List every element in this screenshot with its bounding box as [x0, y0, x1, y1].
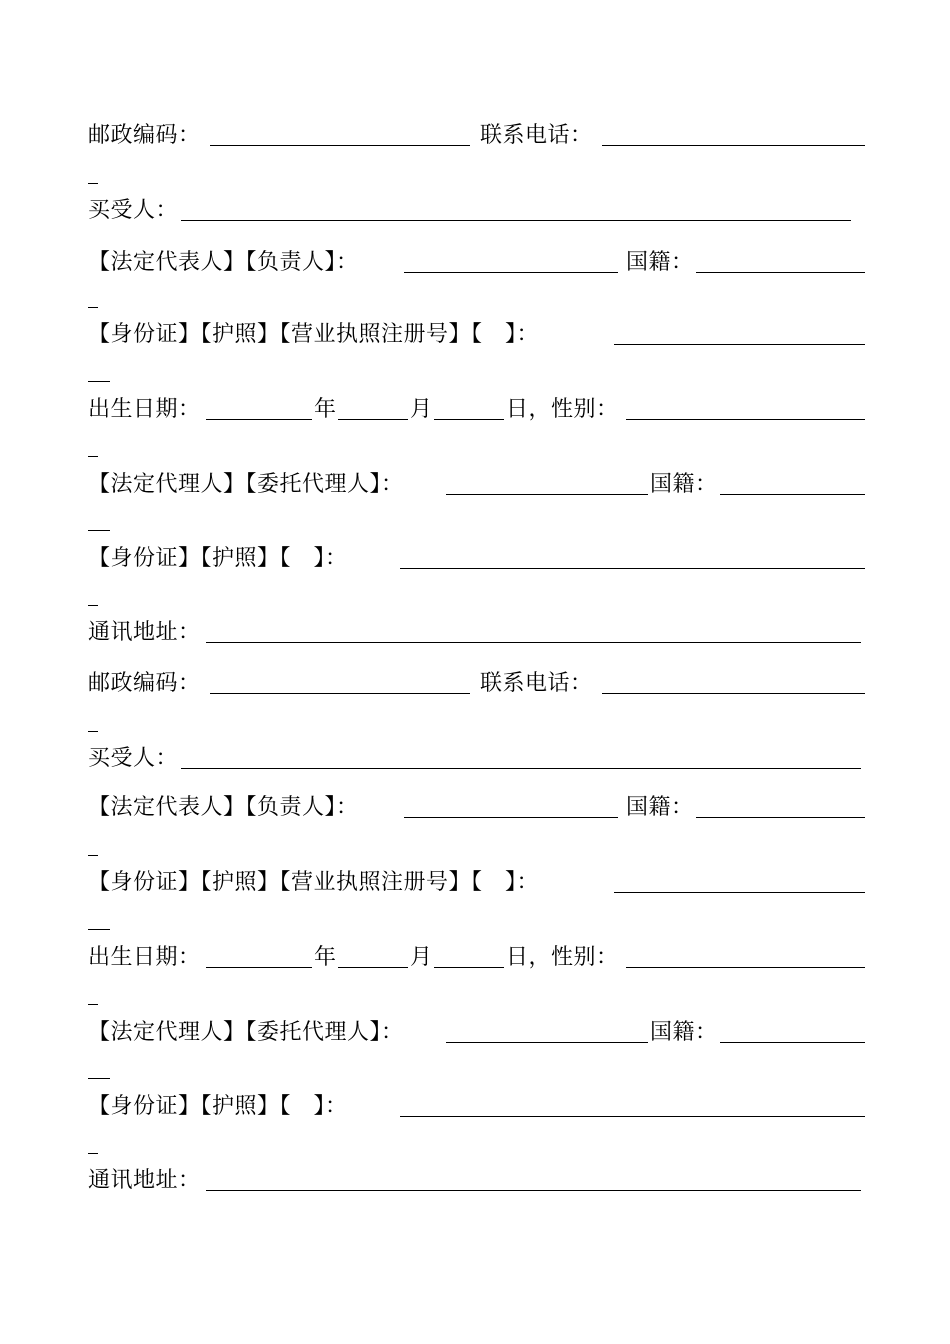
birth-label: 出生日期： [88, 945, 201, 970]
id-label: 【身份证】【护照】【营业执照注册号】【 】： [88, 870, 540, 895]
nationality-label: 国籍： [626, 250, 694, 275]
postcode-field[interactable] [210, 693, 470, 694]
birth-month-field[interactable] [338, 419, 408, 420]
representative-field[interactable] [404, 817, 618, 818]
phone-field[interactable] [602, 145, 865, 146]
agent-field[interactable] [446, 1042, 648, 1043]
address-label: 通讯地址： [88, 620, 201, 645]
phone-field[interactable] [602, 693, 865, 694]
agent-label: 【法定代理人】【委托代理人】： [88, 1020, 404, 1045]
wrap-underline [88, 1004, 98, 1005]
agent-nationality-label: 国籍： [650, 472, 718, 497]
wrap-underline [88, 1078, 110, 1079]
day-gender-label: 日，性别： [506, 945, 619, 970]
nationality-label: 国籍： [626, 795, 694, 820]
address-field[interactable] [206, 642, 861, 643]
postcode-label: 邮政编码： [88, 123, 201, 148]
wrap-underline [88, 381, 110, 382]
agent-id-field[interactable] [400, 568, 865, 569]
id-field[interactable] [614, 892, 865, 893]
representative-label: 【法定代表人】【负责人】： [88, 250, 359, 275]
agent-nationality-field[interactable] [720, 1042, 865, 1043]
postcode-field[interactable] [210, 145, 470, 146]
nationality-field[interactable] [696, 272, 865, 273]
buyer-label: 买受人： [88, 746, 179, 771]
month-label: 月 [410, 945, 433, 970]
representative-label: 【法定代表人】【负责人】： [88, 795, 359, 820]
address-field[interactable] [206, 1190, 861, 1191]
id-label: 【身份证】【护照】【营业执照注册号】【 】： [88, 322, 540, 347]
address-label: 通讯地址： [88, 1168, 201, 1193]
phone-label: 联系电话： [480, 671, 593, 696]
buyer-label: 买受人： [88, 198, 179, 223]
birth-day-field[interactable] [434, 967, 504, 968]
year-label: 年 [314, 397, 337, 422]
wrap-underline [88, 307, 98, 308]
wrap-underline [88, 1153, 98, 1154]
gender-field[interactable] [626, 967, 865, 968]
wrap-underline [88, 855, 98, 856]
representative-field[interactable] [404, 272, 618, 273]
agent-nationality-field[interactable] [720, 494, 865, 495]
wrap-underline [88, 183, 98, 184]
postcode-label: 邮政编码： [88, 671, 201, 696]
nationality-field[interactable] [696, 817, 865, 818]
wrap-underline [88, 929, 110, 930]
phone-label: 联系电话： [480, 123, 593, 148]
buyer-field[interactable] [181, 220, 851, 221]
birth-year-field[interactable] [206, 419, 312, 420]
year-label: 年 [314, 945, 337, 970]
birth-day-field[interactable] [434, 419, 504, 420]
birth-label: 出生日期： [88, 397, 201, 422]
agent-id-label: 【身份证】【护照】【 】： [88, 1094, 348, 1119]
gender-field[interactable] [626, 419, 865, 420]
wrap-underline [88, 605, 98, 606]
agent-id-label: 【身份证】【护照】【 】： [88, 546, 348, 571]
agent-label: 【法定代理人】【委托代理人】： [88, 472, 404, 497]
birth-month-field[interactable] [338, 967, 408, 968]
wrap-underline [88, 731, 98, 732]
id-field[interactable] [614, 344, 865, 345]
buyer-field[interactable] [181, 768, 861, 769]
day-gender-label: 日，性别： [506, 397, 619, 422]
month-label: 月 [410, 397, 433, 422]
agent-field[interactable] [446, 494, 648, 495]
wrap-underline [88, 456, 98, 457]
agent-id-field[interactable] [400, 1116, 865, 1117]
agent-nationality-label: 国籍： [650, 1020, 718, 1045]
birth-year-field[interactable] [206, 967, 312, 968]
wrap-underline [88, 530, 110, 531]
